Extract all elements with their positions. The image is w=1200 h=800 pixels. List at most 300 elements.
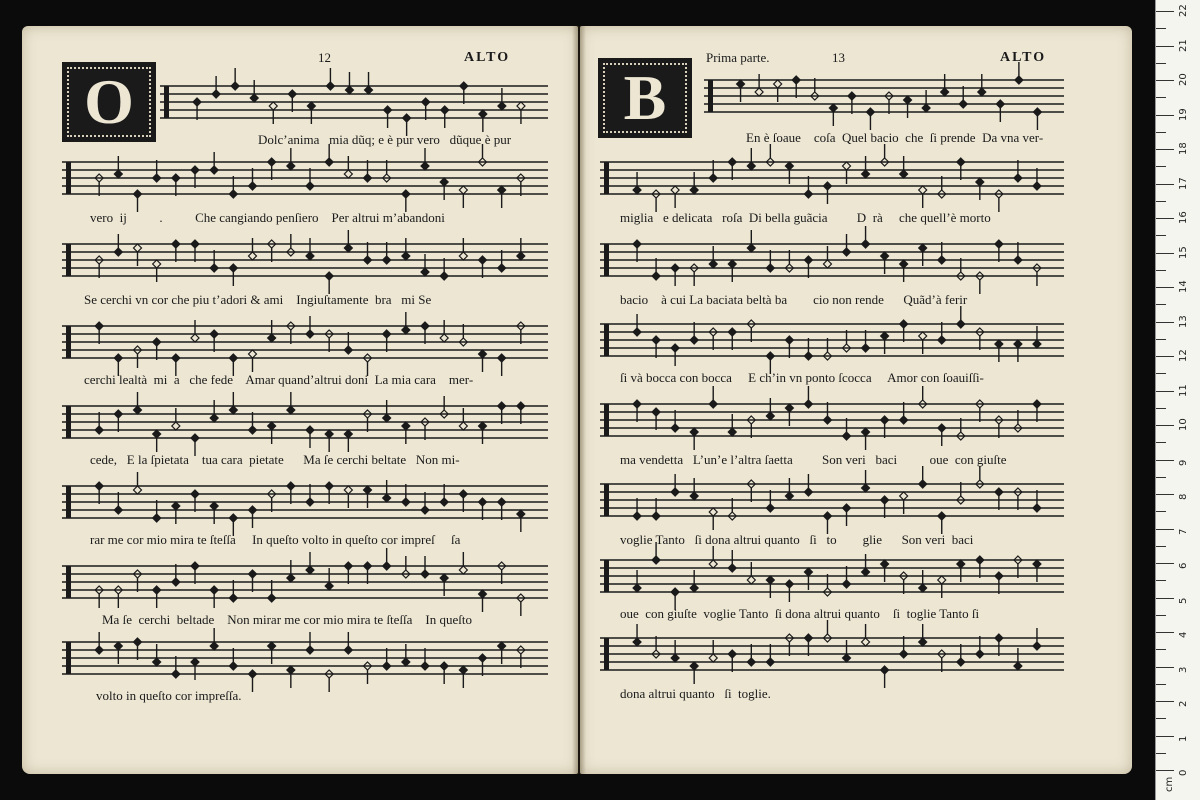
ruler-number: 1 xyxy=(1178,735,1189,742)
note-head xyxy=(1014,256,1022,264)
note-head xyxy=(900,320,908,328)
note-head xyxy=(402,252,410,260)
right-lyric-line-5: ma vendetta L’un’e l’altra ſaetta Son veri baci oue con giuſte xyxy=(620,452,1007,467)
note-head xyxy=(862,484,870,492)
note-head xyxy=(652,512,660,520)
note-head xyxy=(881,252,889,260)
note-head xyxy=(479,590,487,598)
note-head xyxy=(766,576,774,584)
ruler-minor-tick xyxy=(1156,511,1166,512)
clef-mark xyxy=(164,86,169,118)
note-head xyxy=(785,162,793,170)
staff-notation xyxy=(62,398,548,446)
note-head xyxy=(690,428,698,436)
left-staff-6 xyxy=(62,478,548,526)
note-head xyxy=(440,272,448,280)
ruler-number: 14 xyxy=(1178,280,1189,293)
note-head xyxy=(229,594,237,602)
note-head xyxy=(153,338,161,346)
left-staff-7 xyxy=(62,558,548,606)
ruler-minor-tick xyxy=(1156,546,1166,547)
note-head xyxy=(249,426,257,434)
note-head xyxy=(804,634,812,642)
left-staff-2 xyxy=(62,154,548,202)
note-head xyxy=(210,414,218,422)
ruler-number: 10 xyxy=(1178,418,1189,431)
staff-notation xyxy=(160,78,548,126)
note-head xyxy=(421,322,429,330)
note-head xyxy=(325,582,333,590)
note-head xyxy=(134,190,142,198)
ruler-tick xyxy=(1156,218,1174,219)
note-head xyxy=(900,170,908,178)
ruler-tick xyxy=(1156,563,1174,564)
note-head xyxy=(690,584,698,592)
note-head xyxy=(479,350,487,358)
note-head xyxy=(652,556,660,564)
note-head xyxy=(671,264,679,272)
ruler-tick xyxy=(1156,632,1174,633)
note-head xyxy=(919,244,927,252)
note-head xyxy=(881,560,889,568)
staff-notation xyxy=(62,634,548,682)
note-head xyxy=(345,86,353,94)
note-head xyxy=(365,86,373,94)
note-head xyxy=(441,106,449,114)
note-head xyxy=(153,586,161,594)
note-head xyxy=(191,490,199,498)
note-head xyxy=(829,104,837,112)
note-head xyxy=(498,642,506,650)
note-head xyxy=(134,486,142,494)
note-head xyxy=(728,428,736,436)
note-head xyxy=(287,162,295,170)
note-head xyxy=(95,322,103,330)
left-page-number: 12 xyxy=(318,50,331,65)
left-staff-8 xyxy=(62,634,548,682)
note-head xyxy=(172,174,180,182)
book-gutter xyxy=(572,26,586,774)
note-head xyxy=(900,492,908,500)
note-head xyxy=(193,98,201,106)
note-head xyxy=(114,170,122,178)
note-head xyxy=(671,344,679,352)
right-lyric-line-7: oue con giuſte voglie Tanto ſi dona altrui quanto ſi toglie Tanto ſi xyxy=(620,606,980,621)
note-head xyxy=(1033,108,1041,116)
clef-mark xyxy=(66,486,71,518)
left-lyric-line-2: vero ij . Che cangiando penſiero Per altrui m’abandoni xyxy=(90,210,445,225)
note-head xyxy=(957,560,965,568)
right-lyric-line-3: bacio à cui La baciata beltà ba cio non rende Quãd’à ferir xyxy=(620,292,968,307)
note-head xyxy=(976,650,984,658)
right-lyric-line-6: voglie Tanto ſi dona altrui quanto ſi to glie Son veri baci xyxy=(620,532,974,547)
note-head xyxy=(498,102,506,110)
note-head xyxy=(229,662,237,670)
note-head xyxy=(172,670,180,678)
ruler-minor-tick xyxy=(1156,442,1166,443)
note-head xyxy=(249,506,257,514)
note-head xyxy=(900,260,908,268)
right-staff-8 xyxy=(600,630,1064,678)
right-lyric-line-4: ſi và bocca con bocca E ch’in vn ponto ſcocca Amor con ſoauiſſi- xyxy=(620,370,984,385)
left-voice-label: ALTO xyxy=(464,50,511,65)
ruler-tick xyxy=(1156,356,1174,357)
ruler-minor-tick xyxy=(1156,477,1166,478)
ruler-number: 6 xyxy=(1178,562,1189,569)
note-head xyxy=(459,666,467,674)
clef-mark xyxy=(66,642,71,674)
clef-mark xyxy=(66,162,71,194)
note-head xyxy=(114,642,122,650)
note-head xyxy=(172,354,180,362)
ruler-tick xyxy=(1156,460,1174,461)
ruler-number: 3 xyxy=(1178,666,1189,673)
note-head xyxy=(153,658,161,666)
ruler-number: 5 xyxy=(1178,597,1189,604)
note-head xyxy=(459,566,467,574)
note-head xyxy=(995,340,1003,348)
note-head xyxy=(306,566,314,574)
ruler-minor-tick xyxy=(1156,304,1166,305)
staff-notation xyxy=(600,552,1064,600)
note-head xyxy=(459,252,467,260)
note-head xyxy=(325,430,333,438)
note-head xyxy=(881,332,889,340)
note-head xyxy=(421,268,429,276)
note-head xyxy=(134,244,142,252)
note-head xyxy=(957,158,965,166)
note-head xyxy=(269,102,277,110)
note-head xyxy=(325,158,333,166)
note-head xyxy=(402,422,410,430)
note-head xyxy=(250,94,258,102)
note-head xyxy=(229,514,237,522)
note-head xyxy=(421,506,429,514)
note-head xyxy=(440,178,448,186)
note-head xyxy=(804,488,812,496)
note-head xyxy=(344,170,352,178)
staff-notation xyxy=(704,72,1064,120)
note-head xyxy=(804,352,812,360)
note-head xyxy=(1014,174,1022,182)
note-head xyxy=(996,100,1004,108)
right-lyric-line-2: miglia e delicata roſa Di bella guãcia D rà che quell’è morto xyxy=(620,210,991,225)
note-head xyxy=(210,330,218,338)
note-head xyxy=(766,658,774,666)
note-head xyxy=(402,190,410,198)
note-head xyxy=(785,492,793,500)
note-head xyxy=(728,328,736,336)
note-head xyxy=(848,92,856,100)
note-head xyxy=(690,492,698,500)
left-lyric-line-8: volto in queſto cor impreſſa. xyxy=(96,688,242,703)
note-head xyxy=(172,502,180,510)
ruler-number: 12 xyxy=(1178,349,1189,362)
note-head xyxy=(709,174,717,182)
note-head xyxy=(919,584,927,592)
note-head xyxy=(268,158,276,166)
note-head xyxy=(191,562,199,570)
ruler-tick xyxy=(1156,322,1174,323)
note-head xyxy=(919,332,927,340)
note-head xyxy=(843,248,851,256)
note-head xyxy=(862,568,870,576)
note-head xyxy=(95,426,103,434)
note-head xyxy=(479,256,487,264)
note-head xyxy=(881,416,889,424)
note-head xyxy=(288,90,296,98)
ruler-minor-tick xyxy=(1156,580,1166,581)
right-lyric-line-1: En è ſoaue coſa Quel bacio che ſi prende Da vna ver- xyxy=(746,130,1044,145)
note-head xyxy=(671,654,679,662)
left-lyric-line-3: Se cerchi vn cor che piu t’adori & ami Ingiuſtamente bra mi Se xyxy=(84,292,432,307)
note-head xyxy=(755,88,763,96)
note-head xyxy=(172,578,180,586)
clef-mark xyxy=(604,244,609,276)
note-head xyxy=(517,510,525,518)
note-head xyxy=(212,90,220,98)
note-head xyxy=(306,646,314,654)
note-head xyxy=(498,354,506,362)
note-head xyxy=(249,570,257,578)
note-head xyxy=(957,320,965,328)
staff-notation xyxy=(62,558,548,606)
ruler-minor-tick xyxy=(1156,408,1166,409)
note-head xyxy=(440,498,448,506)
note-head xyxy=(287,406,295,414)
note-head xyxy=(881,666,889,674)
note-head xyxy=(153,174,161,182)
note-head xyxy=(976,556,984,564)
note-head xyxy=(959,100,967,108)
note-head xyxy=(1033,400,1041,408)
note-head xyxy=(287,574,295,582)
clef-mark xyxy=(604,484,609,516)
note-head xyxy=(249,252,257,260)
note-head xyxy=(671,424,679,432)
ruler-minor-tick xyxy=(1156,270,1166,271)
note-head xyxy=(479,498,487,506)
note-head xyxy=(995,240,1003,248)
note-head xyxy=(737,80,745,88)
ruler-tick xyxy=(1156,11,1174,12)
note-head xyxy=(709,654,717,662)
ruler-minor-tick xyxy=(1156,649,1166,650)
note-head xyxy=(268,334,276,342)
note-head xyxy=(344,486,352,494)
note-head xyxy=(459,186,467,194)
staff-notation xyxy=(62,154,548,202)
note-head xyxy=(268,642,276,650)
note-head xyxy=(938,256,946,264)
note-head xyxy=(728,650,736,658)
note-head xyxy=(957,658,965,666)
note-head xyxy=(421,570,429,578)
note-head xyxy=(633,512,641,520)
right-staff-2 xyxy=(600,154,1064,202)
note-head xyxy=(978,88,986,96)
note-head xyxy=(804,568,812,576)
note-head xyxy=(287,482,295,490)
note-head xyxy=(766,412,774,420)
note-head xyxy=(652,272,660,280)
staff-notation xyxy=(600,476,1064,524)
note-head xyxy=(1015,76,1023,84)
note-head xyxy=(747,576,755,584)
note-head xyxy=(153,514,161,522)
note-head xyxy=(922,104,930,112)
note-head xyxy=(440,574,448,582)
ruler-number: 11 xyxy=(1178,383,1189,397)
note-head xyxy=(1014,662,1022,670)
note-head xyxy=(210,642,218,650)
note-head xyxy=(210,586,218,594)
ruler-minor-tick xyxy=(1156,132,1166,133)
note-head xyxy=(479,110,487,118)
note-head xyxy=(231,82,239,90)
note-head xyxy=(114,354,122,362)
note-head xyxy=(862,170,870,178)
ruler-tick xyxy=(1156,529,1174,530)
clef-mark xyxy=(604,324,609,356)
clef-mark xyxy=(66,244,71,276)
note-head xyxy=(843,580,851,588)
right-staff-7 xyxy=(600,552,1064,600)
ruler-tick xyxy=(1156,253,1174,254)
note-head xyxy=(364,486,372,494)
note-head xyxy=(517,402,525,410)
note-head xyxy=(766,504,774,512)
note-head xyxy=(95,482,103,490)
clef-mark xyxy=(66,406,71,438)
note-head xyxy=(747,658,755,666)
note-head xyxy=(995,488,1003,496)
note-head xyxy=(709,560,717,568)
note-head xyxy=(633,584,641,592)
clef-mark xyxy=(604,560,609,592)
note-head xyxy=(1033,504,1041,512)
note-head xyxy=(172,240,180,248)
ruler-tick xyxy=(1156,287,1174,288)
note-head xyxy=(268,422,276,430)
ruler-number: 13 xyxy=(1178,314,1189,328)
left-lyric-line-6: rar me cor mio mira te ſteſſa In queſto volto in queſto cor impreſ ſa xyxy=(90,532,461,547)
left-lyric-line-1: Dolc’anima mia dũq; e è pur vero dũque è pur xyxy=(258,132,512,147)
note-head xyxy=(210,166,218,174)
note-head xyxy=(785,580,793,588)
note-head xyxy=(747,244,755,252)
note-head xyxy=(517,102,525,110)
note-head xyxy=(306,426,314,434)
note-head xyxy=(364,174,372,182)
ruler-minor-tick xyxy=(1156,684,1166,685)
note-head xyxy=(383,662,391,670)
note-head xyxy=(1033,182,1041,190)
note-head xyxy=(191,166,199,174)
note-head xyxy=(402,326,410,334)
note-head xyxy=(941,88,949,96)
staff-notation xyxy=(600,316,1064,364)
note-head xyxy=(633,328,641,336)
note-head xyxy=(344,430,352,438)
note-head xyxy=(459,422,467,430)
note-head xyxy=(403,114,411,122)
ruler-minor-tick xyxy=(1156,339,1166,340)
note-head xyxy=(823,512,831,520)
note-head xyxy=(498,264,506,272)
right-lyric-line-8: dona altrui quanto ſi toglie. xyxy=(620,686,771,701)
note-head xyxy=(1033,560,1041,568)
note-head xyxy=(114,248,122,256)
left-staff-4 xyxy=(62,318,548,366)
note-head xyxy=(479,422,487,430)
note-head xyxy=(325,482,333,490)
ruler-tick xyxy=(1156,494,1174,495)
staff-notation xyxy=(600,396,1064,444)
right-staff-6 xyxy=(600,476,1064,524)
note-head xyxy=(976,178,984,186)
ruler-number: 19 xyxy=(1178,107,1189,121)
clef-mark xyxy=(604,638,609,670)
clef-mark xyxy=(66,566,71,598)
ruler-number: 9 xyxy=(1178,459,1189,466)
staff-notation xyxy=(600,236,1064,284)
ruler-number: 2 xyxy=(1178,700,1189,707)
note-head xyxy=(690,662,698,670)
note-head xyxy=(862,638,870,646)
left-staff-5 xyxy=(62,398,548,446)
ruler-tick xyxy=(1156,425,1174,426)
note-head xyxy=(383,562,391,570)
note-head xyxy=(249,350,257,358)
left-lyric-line-7: Ma ſe cerchi beltade Non mirar me cor mio mira te ſteſſa In queſto xyxy=(102,612,473,627)
ruler-number: 17 xyxy=(1178,176,1189,190)
right-staff-4 xyxy=(600,316,1064,364)
right-decorated-initial xyxy=(598,58,692,138)
note-head xyxy=(652,336,660,344)
ruler-number: 4 xyxy=(1178,631,1189,638)
measurement-ruler xyxy=(1155,0,1200,800)
ruler-minor-tick xyxy=(1156,28,1166,29)
note-head xyxy=(344,244,352,252)
ruler-minor-tick xyxy=(1156,97,1166,98)
ruler-tick xyxy=(1156,80,1174,81)
note-head xyxy=(690,336,698,344)
note-head xyxy=(709,508,717,516)
note-head xyxy=(633,638,641,646)
left-decorated-initial xyxy=(62,62,156,142)
note-head xyxy=(153,430,161,438)
right-staff-3 xyxy=(600,236,1064,284)
note-head xyxy=(938,512,946,520)
ruler-tick xyxy=(1156,149,1174,150)
note-head xyxy=(229,190,237,198)
note-head xyxy=(172,422,180,430)
ruler-number: 20 xyxy=(1178,73,1189,86)
note-head xyxy=(866,108,874,116)
note-head xyxy=(919,480,927,488)
note-head xyxy=(919,186,927,194)
right-staff-1 xyxy=(704,72,1064,120)
note-head xyxy=(728,158,736,166)
note-head xyxy=(191,434,199,442)
note-head xyxy=(307,102,315,110)
ruler-unit-label: cm xyxy=(1164,776,1175,792)
ruler-number: 15 xyxy=(1178,245,1189,259)
note-head xyxy=(862,428,870,436)
note-head xyxy=(995,634,1003,642)
note-head xyxy=(326,82,334,90)
